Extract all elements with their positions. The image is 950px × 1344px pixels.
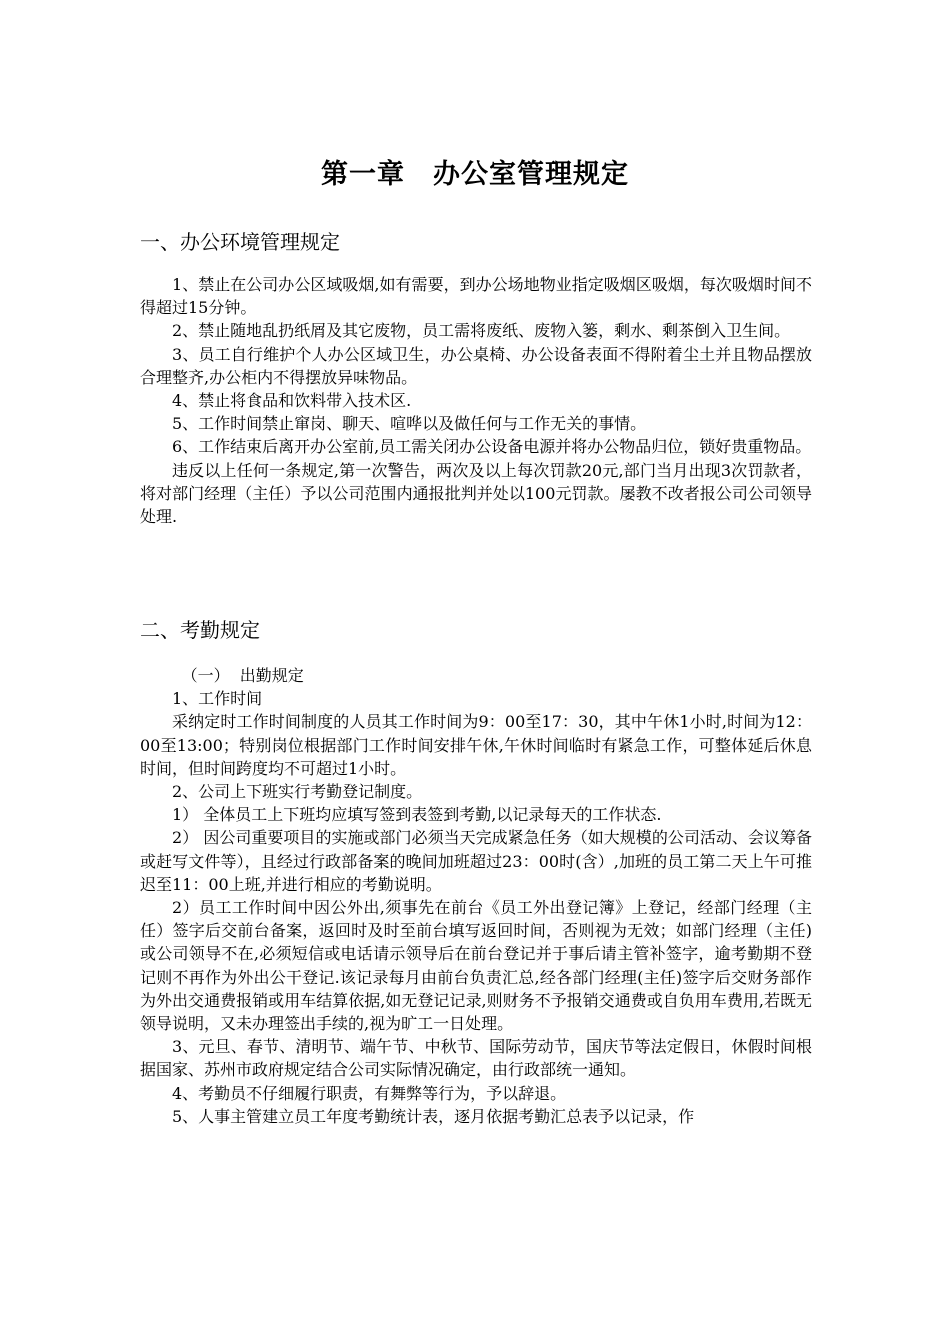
paragraph: 2、公司上下班实行考勤登记制度。 — [172, 782, 423, 802]
section-body-attendance — [140, 664, 812, 1128]
paragraph: 违反以上任何一条规定,第一次警告，两次及以上每次罚款20元,部门当月出现3次罚款者，将对部门经理（主任）予以公司范围内通报批判并处以100元罚款。屡教不改者报公司公司领导处理. — [140, 460, 812, 527]
paragraph: 3、员工自行维护个人办公区域卫生，办公桌椅、办公设备表面不得附着尘土并且物品摆放合理整齐,办公柜内不得摆放异味物品。 — [140, 344, 812, 387]
subheading: （一） 出勤规定 — [181, 666, 304, 685]
paragraph: 5、人事主管建立员工年度考勤统计表，逐月依据考勤汇总表予以记录，作 — [172, 1106, 695, 1126]
section-body-office-environment — [140, 273, 812, 528]
paragraph: 1、禁止在公司办公区域吸烟,如有需要，到办公场地物业指定吸烟区吸烟，每次吸烟时间不得超过15分钟。 — [140, 275, 812, 318]
section-heading-attendance: 二、考勤规定 — [140, 618, 260, 642]
paragraph: 5、工作时间禁止窜岗、聊天、喧哗以及做任何与工作无关的事情。 — [172, 414, 647, 434]
paragraph: 6、工作结束后离开办公室前,员工需关闭办公设备电源并将办公物品归位，锁好贵重物品。 — [172, 437, 812, 457]
section-heading-office-environment: 一、办公环境管理规定 — [140, 230, 340, 254]
paragraph: 4、禁止将食品和饮料带入技术区. — [172, 391, 412, 411]
paragraph: 4、考勤员不仔细履行职责，有舞弊等行为，予以辞退。 — [172, 1083, 567, 1103]
paragraph: 2） 因公司重要项目的实施或部门必须当天完成紧急任务（如大规模的公司活动、会议筹备或赶写文件等），且经过行政部备案的晚间加班超过23：00时(含）,加班的员工第二天上午可推迟至11：00上班,并进行相应的考勤说明。 — [140, 828, 812, 894]
paragraph: 1） 全体员工上下班均应填写签到表签到考勤,以记录每天的工作状态. — [172, 805, 662, 825]
paragraph: 2）员工工作时间中因公外出,须事先在前台《员工外出登记簿》上登记，经部门经理（主任）签字后交前台备案，返回时及时至前台填写返回时间，否则视为无效；如部门经理（主任)或公司领导不在,必须短信或电话请示领导后在前台登记并于事后请主管补签字，逾考勤期不登记则不再作为外出公干登记.该记录每月由前台负责汇总,经各部门经理(主任)签字后交财务部作为外出交通费报销或用车结算依据,如无登记记录,则财务不予报销交通费或自负用车费用,若既无领导说明，又未办理签出手续的,视为旷工一日处理。 — [140, 898, 812, 1034]
paragraph: 3、元旦、春节、清明节、端午节、中秋节、国际劳动节，国庆节等法定假日，休假时间根据国家、苏州市政府规定结合公司实际情况确定，由行政部统一通知。 — [140, 1037, 812, 1080]
paragraph: 采纳定时工作时间制度的人员其工作时间为9：00至17：30，其中午休1小时,时间为12：00至13:00；特别岗位根据部门工作时间安排午休,午休时间临时有紧急工作，可整体延后休息时间，但时间跨度均不可超过1小时。 — [140, 712, 812, 778]
chapter-title: 第一章 办公室管理规定 — [321, 159, 629, 190]
paragraph: 2、禁止随地乱扔纸屑及其它废物，员工需将废纸、废物入篓，剩水、剩茶倒入卫生间。 — [172, 321, 791, 341]
paragraph: 1、工作时间 — [172, 689, 263, 709]
